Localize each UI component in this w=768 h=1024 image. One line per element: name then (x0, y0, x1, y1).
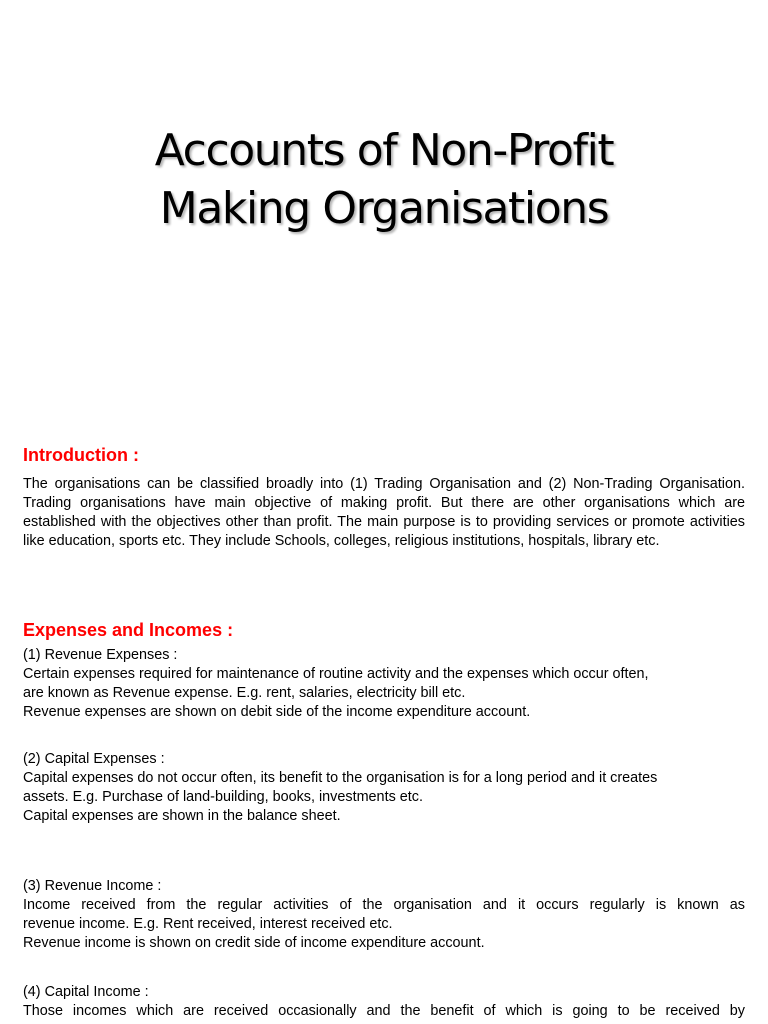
introduction-heading: Introduction : (23, 445, 139, 465)
capital-expenses-line: assets. E.g. Purchase of land-building, books, investments etc. (23, 789, 423, 805)
capital-expenses-line: Capital expenses are shown in the balance sheet. (23, 808, 341, 824)
introduction-paragraph: The organisations can be classified broadly into (1) Trading Organisation and (2) Non-Trading Organisation. Trading organisations have main objective of making profit. But there are other organisations which are established with the objectives other than profit. The main purpose is to providing services or promote activities like education, sports etc. They include Schools, colleges, religious institutions, hospitals, library etc. (23, 476, 745, 549)
revenue-expenses-line: Revenue expenses are shown on debit side of the income expenditure account. (23, 704, 531, 720)
revenue-income-title: (3) Revenue Income : (23, 878, 162, 894)
revenue-income-line: Revenue income is shown on credit side of income expenditure account. (23, 935, 485, 951)
revenue-expenses-line: Certain expenses required for maintenance of routine activity and the expenses which occur often, (23, 666, 649, 682)
capital-income-title: (4) Capital Income : (23, 984, 149, 1000)
revenue-expenses-title: (1) Revenue Expenses : (23, 647, 178, 663)
capital-expenses-block (23, 750, 745, 826)
capital-income-line: Those incomes which are received occasionally and the benefit of which is going to be received by (23, 1003, 745, 1019)
title-line-1: Accounts of Non-Profit (154, 125, 614, 176)
capital-expenses-line: Capital expenses do not occur often, its benefit to the organisation is for a long period and it creates (23, 770, 658, 786)
capital-income-block (23, 983, 745, 1021)
revenue-expenses-block (23, 646, 745, 722)
revenue-income-line: Income received from the regular activities of the organisation and it occurs regularly is known as (23, 897, 745, 913)
slide-title (0, 122, 768, 238)
revenue-income-line: revenue income. E.g. Rent received, interest received etc. (23, 916, 393, 932)
revenue-income-block (23, 877, 745, 953)
title-line-2: Making Organisations (159, 183, 609, 234)
expenses-incomes-heading: Expenses and Incomes : (23, 620, 234, 640)
capital-expenses-title: (2) Capital Expenses : (23, 751, 165, 767)
revenue-expenses-line: are known as Revenue expense. E.g. rent, salaries, electricity bill etc. (23, 685, 466, 701)
